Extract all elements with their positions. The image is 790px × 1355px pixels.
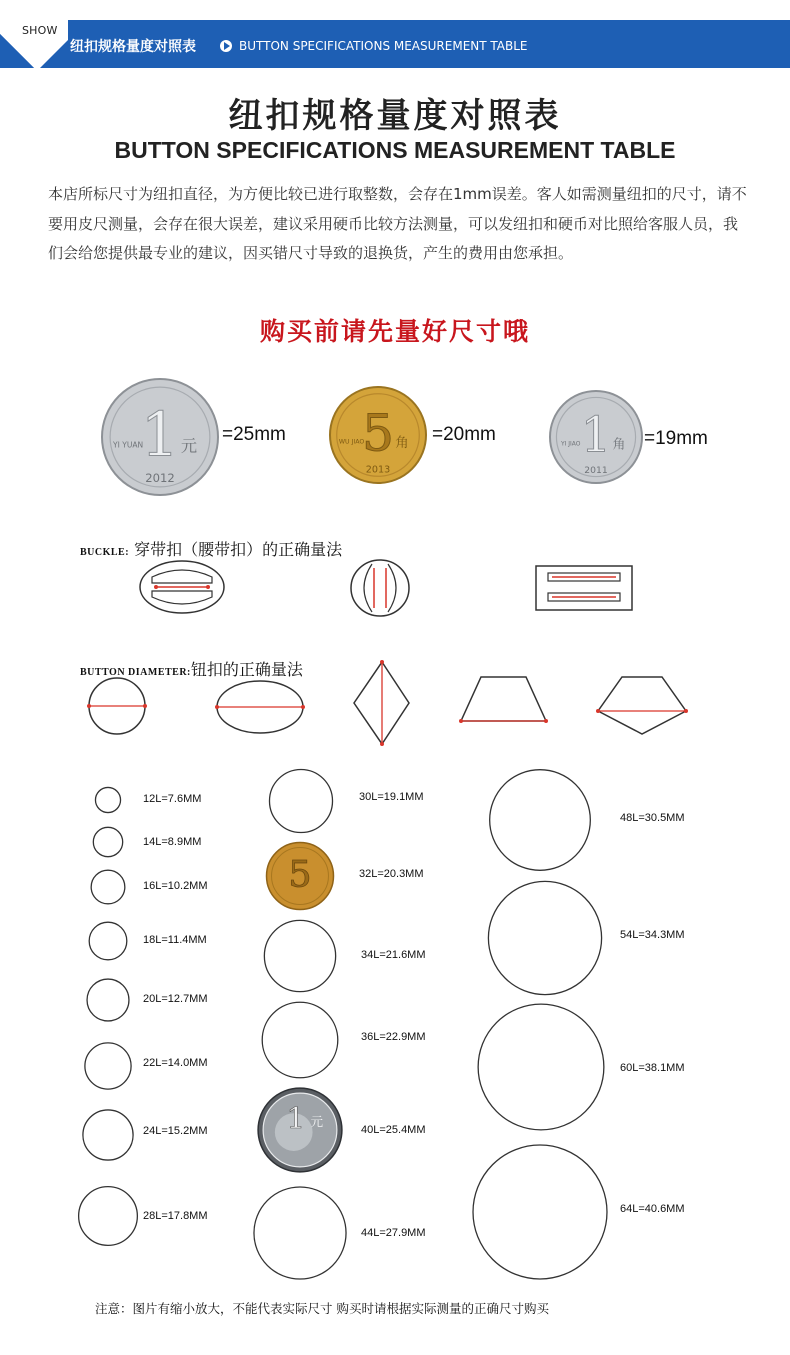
size-circle-30l — [269, 769, 332, 832]
coin-year: 2011 — [584, 464, 608, 476]
badge-sub-text: BUTTON — [28, 39, 49, 45]
coin-face-value: 5 — [361, 403, 395, 463]
size-circle-20l — [87, 979, 129, 1021]
size-circle-60l — [478, 1004, 604, 1130]
coin-name: YI JIAO — [560, 440, 581, 448]
button-label-en: BUTTON DIAMETER: — [80, 667, 191, 678]
svg-text:1: 1 — [286, 1100, 306, 1135]
svg-text:5: 5 — [288, 852, 312, 896]
coin-unit: 角 — [612, 437, 626, 453]
coin-unit: 角 — [395, 436, 409, 451]
size-label-34l: 34L=21.6MM — [361, 949, 426, 961]
size-label-54l: 54L=34.3MM — [620, 929, 685, 941]
size-label-30l: 30L=19.1MM — [359, 791, 424, 803]
size-label-16l: 16L=10.2MM — [143, 880, 208, 892]
size-label-14l: 14L=8.9MM — [143, 836, 202, 848]
size-circle-44l — [254, 1187, 346, 1279]
size-label-60l: 60L=38.1MM — [620, 1062, 685, 1074]
size-circle-34l — [264, 920, 335, 991]
coin-5-jiao-reference — [267, 843, 334, 910]
svg-text:元: 元 — [310, 1113, 324, 1129]
size-label-40l: 40L=25.4MM — [361, 1124, 426, 1136]
size-circle-18l — [89, 922, 127, 960]
size-circle-48l — [490, 770, 591, 871]
coin-year: 2013 — [365, 464, 391, 476]
size-label-22l: 22L=14.0MM — [143, 1057, 208, 1069]
size-circle-54l — [488, 881, 601, 994]
page-subtitle: BUTTON SPECIFICATIONS MEASUREMENT TABLE — [114, 137, 676, 163]
size-circle-64l — [473, 1145, 607, 1279]
coin-year: 2012 — [145, 471, 175, 486]
size-label-64l: 64L=40.6MM — [620, 1203, 685, 1215]
size-circle-14l — [93, 827, 122, 856]
coin-face-value: 1 — [580, 407, 612, 464]
size-label-48l: 48L=30.5MM — [620, 812, 685, 824]
banner-title: 纽扣规格量度对照表 — [70, 39, 196, 55]
page-title: 纽扣规格量度对照表 — [228, 96, 562, 136]
banner-subtitle: BUTTON SPECIFICATIONS MEASUREMENT TABLE — [239, 39, 528, 53]
size-label-24l: 24L=15.2MM — [143, 1125, 208, 1137]
badge-show-text: SHOW — [22, 24, 58, 37]
size-label-18l: 18L=11.4MM — [143, 934, 207, 946]
footer-note: 注意：图片有缩小放大，不能代表实际尺寸 购买时请根据实际测量的正确尺寸购买 — [95, 1301, 549, 1316]
description-text: 本店所标尺寸为纽扣直径，为方便比较已进行取整数，会存在1mm误差。客人如需测量纽扣的尺寸，请不要用皮尺测量，会存在很大误差，建议采用硬币比较方法测量，可以发纽扣和硬币对比照给客服人员，我们会给您提供最专业的建议，因买错尺寸导致的退换货，产生的费用由您承担。 — [48, 185, 747, 262]
size-circle-28l — [79, 1187, 138, 1246]
coin-2-size-label: =20mm — [432, 424, 496, 445]
size-label-12l: 12L=7.6MM — [143, 793, 202, 805]
coin-1-yuan-reference — [258, 1088, 342, 1172]
coin-1-size-label: =25mm — [222, 424, 286, 445]
coin-3-size-label: =19mm — [644, 428, 708, 449]
button-label-cn: 钮扣的正确量法 — [190, 660, 303, 679]
size-circle-22l — [85, 1043, 131, 1089]
size-label-32l: 32L=20.3MM — [359, 868, 424, 880]
size-circle-24l — [83, 1110, 133, 1160]
size-circle-12l — [95, 787, 120, 812]
size-label-44l: 44L=27.9MM — [361, 1227, 426, 1239]
size-label-36l: 36L=22.9MM — [361, 1031, 426, 1043]
size-label-20l: 20L=12.7MM — [143, 993, 208, 1005]
size-label-28l: 28L=17.8MM — [143, 1210, 208, 1222]
size-circle-36l — [262, 1002, 338, 1078]
coin-name: YI YUAN — [113, 440, 144, 450]
size-circle-16l — [91, 870, 125, 904]
coin-unit: 元 — [180, 436, 198, 456]
buckle-label-cn: 穿带扣（腰带扣）的正确量法 — [134, 540, 343, 559]
coin-face-value: 1 — [140, 399, 180, 471]
notice-heading: 购买前请先量好尺寸哦 — [259, 317, 530, 346]
coin-name: WU JIAO — [338, 438, 365, 446]
buckle-label-en: BUCKLE: — [80, 547, 130, 558]
